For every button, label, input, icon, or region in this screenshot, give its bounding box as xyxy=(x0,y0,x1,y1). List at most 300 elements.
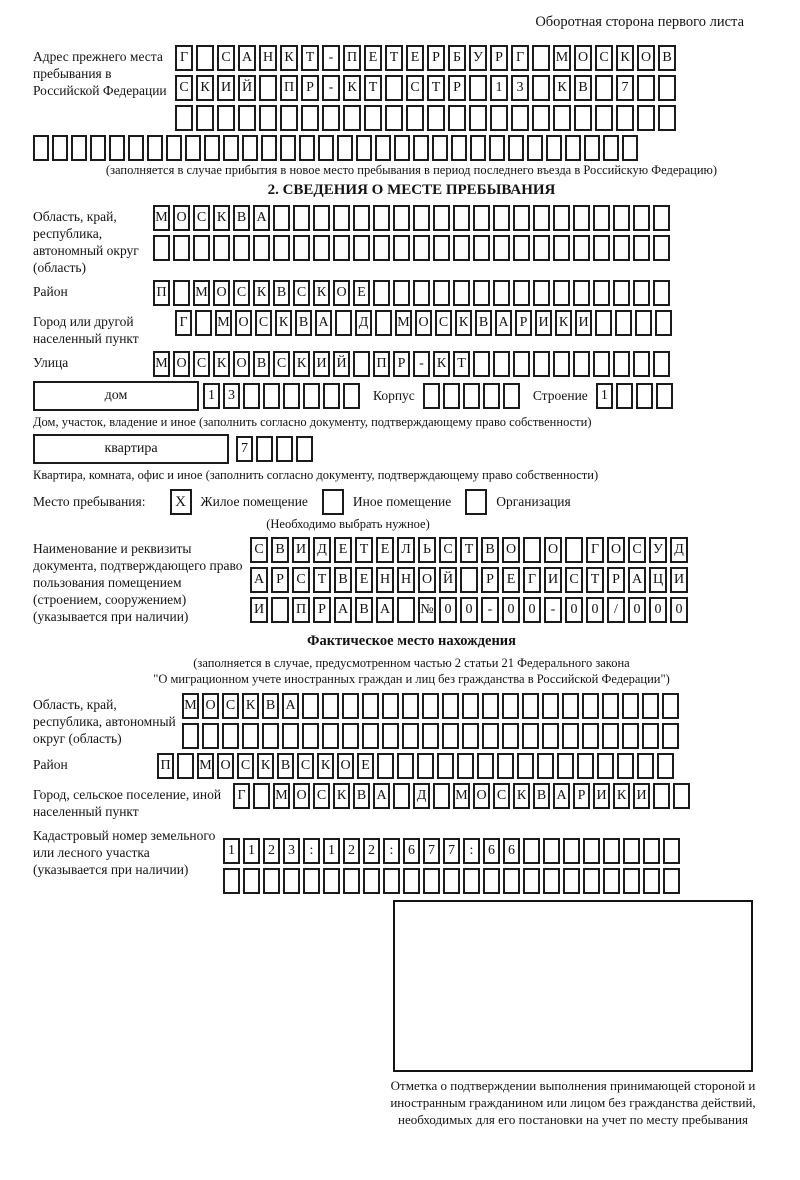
char-cell[interactable] xyxy=(513,351,530,377)
char-cell[interactable]: М xyxy=(273,783,290,809)
char-cell[interactable]: Е xyxy=(406,45,424,71)
char-cell[interactable]: И xyxy=(217,75,235,101)
char-cell[interactable]: К xyxy=(343,75,361,101)
char-cell[interactable] xyxy=(342,693,359,719)
char-cell[interactable]: Й xyxy=(439,567,457,593)
char-cell[interactable]: П xyxy=(153,280,170,306)
char-cell[interactable]: К xyxy=(333,783,350,809)
char-cell[interactable] xyxy=(523,868,540,894)
char-cell[interactable] xyxy=(353,205,370,231)
char-cell[interactable] xyxy=(473,351,490,377)
char-cell[interactable]: В xyxy=(475,310,492,336)
char-cell[interactable] xyxy=(71,135,87,161)
checkbox-zhiloe[interactable]: X xyxy=(170,489,192,515)
char-cell[interactable] xyxy=(511,105,529,131)
char-cell[interactable]: К xyxy=(553,75,571,101)
char-cell[interactable]: С xyxy=(250,537,268,563)
char-cell[interactable] xyxy=(623,838,640,864)
char-cell[interactable]: А xyxy=(250,567,268,593)
char-cell[interactable] xyxy=(469,75,487,101)
char-cell[interactable] xyxy=(437,753,454,779)
char-cell[interactable] xyxy=(522,723,539,749)
char-cell[interactable]: И xyxy=(250,597,268,623)
char-cell[interactable]: У xyxy=(469,45,487,71)
char-cell[interactable] xyxy=(253,783,270,809)
char-cell[interactable] xyxy=(233,235,250,261)
char-cell[interactable] xyxy=(573,205,590,231)
char-cell[interactable]: 1 xyxy=(223,838,240,864)
char-cell[interactable] xyxy=(493,351,510,377)
char-cell[interactable]: И xyxy=(575,310,592,336)
char-cell[interactable]: : xyxy=(303,838,320,864)
char-cell[interactable]: Е xyxy=(502,567,520,593)
char-cell[interactable]: К xyxy=(613,783,630,809)
char-cell[interactable] xyxy=(533,205,550,231)
char-cell[interactable] xyxy=(643,838,660,864)
char-cell[interactable] xyxy=(593,351,610,377)
char-cell[interactable]: 0 xyxy=(565,597,583,623)
char-cell[interactable] xyxy=(532,105,550,131)
char-cell[interactable] xyxy=(663,868,680,894)
char-cell[interactable] xyxy=(343,868,360,894)
char-cell[interactable]: О xyxy=(473,783,490,809)
char-cell[interactable] xyxy=(562,693,579,719)
char-cell[interactable] xyxy=(523,537,541,563)
char-cell[interactable]: Д xyxy=(355,310,372,336)
char-cell[interactable] xyxy=(658,75,676,101)
char-cell[interactable] xyxy=(433,205,450,231)
char-cell[interactable]: С xyxy=(297,753,314,779)
char-cell[interactable] xyxy=(657,753,674,779)
char-cell[interactable] xyxy=(613,351,630,377)
char-cell[interactable] xyxy=(573,235,590,261)
char-cell[interactable]: С xyxy=(565,567,583,593)
char-cell[interactable] xyxy=(616,105,634,131)
char-cell[interactable]: В xyxy=(273,280,290,306)
char-cell[interactable]: 2 xyxy=(343,838,360,864)
char-cell[interactable] xyxy=(427,105,445,131)
char-cell[interactable]: К xyxy=(213,351,230,377)
char-cell[interactable]: О xyxy=(202,693,219,719)
char-cell[interactable] xyxy=(462,693,479,719)
char-cell[interactable] xyxy=(362,723,379,749)
char-cell[interactable] xyxy=(175,105,193,131)
char-cell[interactable] xyxy=(394,135,410,161)
char-cell[interactable] xyxy=(470,135,486,161)
char-cell[interactable]: 6 xyxy=(483,838,500,864)
char-cell[interactable]: - xyxy=(544,597,562,623)
char-cell[interactable] xyxy=(532,45,550,71)
char-cell[interactable]: М xyxy=(153,205,170,231)
char-cell[interactable]: К xyxy=(513,783,530,809)
char-cell[interactable] xyxy=(323,868,340,894)
char-cell[interactable]: О xyxy=(235,310,252,336)
char-cell[interactable] xyxy=(196,105,214,131)
char-cell[interactable]: М xyxy=(193,280,210,306)
char-cell[interactable] xyxy=(147,135,163,161)
char-cell[interactable] xyxy=(293,205,310,231)
char-cell[interactable] xyxy=(373,235,390,261)
char-cell[interactable] xyxy=(522,693,539,719)
char-cell[interactable] xyxy=(322,693,339,719)
char-cell[interactable]: Р xyxy=(607,567,625,593)
char-cell[interactable] xyxy=(574,105,592,131)
char-cell[interactable] xyxy=(173,235,190,261)
char-cell[interactable] xyxy=(283,383,300,409)
char-cell[interactable] xyxy=(553,280,570,306)
char-cell[interactable]: Р xyxy=(427,45,445,71)
char-cell[interactable] xyxy=(343,105,361,131)
char-cell[interactable] xyxy=(542,723,559,749)
char-cell[interactable]: 7 xyxy=(616,75,634,101)
char-cell[interactable] xyxy=(222,723,239,749)
char-cell[interactable]: М xyxy=(197,753,214,779)
char-cell[interactable] xyxy=(582,723,599,749)
char-cell[interactable] xyxy=(602,693,619,719)
char-cell[interactable]: 1 xyxy=(596,383,613,409)
char-cell[interactable] xyxy=(423,383,440,409)
char-cell[interactable] xyxy=(546,135,562,161)
char-cell[interactable] xyxy=(322,105,340,131)
char-cell[interactable] xyxy=(362,693,379,719)
char-cell[interactable] xyxy=(473,205,490,231)
char-cell[interactable]: К xyxy=(196,75,214,101)
char-cell[interactable] xyxy=(375,310,392,336)
char-cell[interactable]: К xyxy=(253,280,270,306)
char-cell[interactable] xyxy=(259,105,277,131)
char-cell[interactable]: К xyxy=(280,45,298,71)
char-cell[interactable]: К xyxy=(293,351,310,377)
char-cell[interactable]: С xyxy=(292,567,310,593)
char-cell[interactable] xyxy=(422,723,439,749)
char-cell[interactable] xyxy=(633,280,650,306)
char-cell[interactable] xyxy=(633,205,650,231)
char-cell[interactable] xyxy=(557,753,574,779)
char-cell[interactable]: 0 xyxy=(439,597,457,623)
char-cell[interactable] xyxy=(177,753,194,779)
char-cell[interactable] xyxy=(493,235,510,261)
char-cell[interactable] xyxy=(335,310,352,336)
char-cell[interactable] xyxy=(523,838,540,864)
char-cell[interactable]: А xyxy=(373,783,390,809)
char-cell[interactable]: 6 xyxy=(403,838,420,864)
char-cell[interactable] xyxy=(513,205,530,231)
char-cell[interactable]: К xyxy=(616,45,634,71)
char-cell[interactable]: 2 xyxy=(263,838,280,864)
char-cell[interactable] xyxy=(261,135,277,161)
char-cell[interactable] xyxy=(593,235,610,261)
char-cell[interactable] xyxy=(403,868,420,894)
char-cell[interactable] xyxy=(343,383,360,409)
char-cell[interactable]: О xyxy=(502,537,520,563)
char-cell[interactable] xyxy=(622,693,639,719)
char-cell[interactable] xyxy=(109,135,125,161)
char-cell[interactable] xyxy=(537,753,554,779)
char-cell[interactable] xyxy=(382,723,399,749)
char-cell[interactable] xyxy=(243,868,260,894)
char-cell[interactable] xyxy=(532,75,550,101)
char-cell[interactable] xyxy=(303,383,320,409)
checkbox-inoe[interactable] xyxy=(322,489,344,515)
char-cell[interactable]: 1 xyxy=(203,383,220,409)
char-cell[interactable] xyxy=(636,383,653,409)
char-cell[interactable]: О xyxy=(607,537,625,563)
char-cell[interactable] xyxy=(333,205,350,231)
char-cell[interactable] xyxy=(460,567,478,593)
char-cell[interactable] xyxy=(503,383,520,409)
char-cell[interactable] xyxy=(658,105,676,131)
char-cell[interactable] xyxy=(553,351,570,377)
char-cell[interactable]: 3 xyxy=(223,383,240,409)
char-cell[interactable] xyxy=(462,723,479,749)
char-cell[interactable]: С xyxy=(175,75,193,101)
char-cell[interactable]: 3 xyxy=(283,838,300,864)
char-cell[interactable]: Е xyxy=(376,537,394,563)
char-cell[interactable]: О xyxy=(217,753,234,779)
char-cell[interactable] xyxy=(563,868,580,894)
char-cell[interactable]: Г xyxy=(586,537,604,563)
char-cell[interactable]: Ц xyxy=(649,567,667,593)
char-cell[interactable] xyxy=(463,383,480,409)
char-cell[interactable]: С xyxy=(217,45,235,71)
char-cell[interactable]: О xyxy=(213,280,230,306)
char-cell[interactable] xyxy=(583,868,600,894)
char-cell[interactable] xyxy=(173,280,190,306)
char-cell[interactable] xyxy=(603,838,620,864)
char-cell[interactable] xyxy=(483,868,500,894)
char-cell[interactable] xyxy=(565,537,583,563)
char-cell[interactable] xyxy=(443,868,460,894)
char-cell[interactable] xyxy=(613,235,630,261)
char-cell[interactable]: А xyxy=(282,693,299,719)
char-cell[interactable] xyxy=(653,205,670,231)
char-cell[interactable]: - xyxy=(322,75,340,101)
char-cell[interactable] xyxy=(453,280,470,306)
char-cell[interactable] xyxy=(313,235,330,261)
char-cell[interactable] xyxy=(593,280,610,306)
char-cell[interactable]: К xyxy=(455,310,472,336)
char-cell[interactable] xyxy=(633,351,650,377)
char-cell[interactable] xyxy=(433,783,450,809)
char-cell[interactable] xyxy=(553,235,570,261)
char-cell[interactable]: К xyxy=(275,310,292,336)
char-cell[interactable] xyxy=(573,280,590,306)
char-cell[interactable] xyxy=(196,45,214,71)
char-cell[interactable]: А xyxy=(238,45,256,71)
char-cell[interactable]: С xyxy=(435,310,452,336)
char-cell[interactable] xyxy=(397,753,414,779)
char-cell[interactable] xyxy=(642,693,659,719)
char-cell[interactable]: И xyxy=(593,783,610,809)
char-cell[interactable]: - xyxy=(413,351,430,377)
char-cell[interactable] xyxy=(128,135,144,161)
char-cell[interactable]: С xyxy=(439,537,457,563)
char-cell[interactable] xyxy=(393,205,410,231)
char-cell[interactable]: М xyxy=(215,310,232,336)
char-cell[interactable]: Г xyxy=(175,45,193,71)
char-cell[interactable]: В xyxy=(334,567,352,593)
char-cell[interactable] xyxy=(303,868,320,894)
char-cell[interactable]: О xyxy=(233,351,250,377)
char-cell[interactable]: С xyxy=(222,693,239,719)
char-cell[interactable] xyxy=(617,753,634,779)
char-cell[interactable] xyxy=(323,383,340,409)
char-cell[interactable]: К xyxy=(433,351,450,377)
char-cell[interactable] xyxy=(453,205,470,231)
char-cell[interactable]: В xyxy=(481,537,499,563)
char-cell[interactable]: Т xyxy=(427,75,445,101)
char-cell[interactable]: А xyxy=(628,567,646,593)
char-cell[interactable]: Е xyxy=(353,280,370,306)
char-cell[interactable] xyxy=(582,693,599,719)
char-cell[interactable] xyxy=(385,75,403,101)
char-cell[interactable] xyxy=(473,235,490,261)
char-cell[interactable]: П xyxy=(343,45,361,71)
char-cell[interactable]: В xyxy=(271,537,289,563)
char-cell[interactable] xyxy=(166,135,182,161)
char-cell[interactable] xyxy=(253,235,270,261)
char-cell[interactable] xyxy=(577,753,594,779)
char-cell[interactable] xyxy=(280,135,296,161)
char-cell[interactable]: С xyxy=(255,310,272,336)
char-cell[interactable]: А xyxy=(553,783,570,809)
char-cell[interactable]: / xyxy=(607,597,625,623)
char-cell[interactable]: Е xyxy=(357,753,374,779)
char-cell[interactable] xyxy=(442,723,459,749)
char-cell[interactable]: С xyxy=(273,351,290,377)
char-cell[interactable] xyxy=(463,868,480,894)
char-cell[interactable] xyxy=(482,723,499,749)
char-cell[interactable] xyxy=(356,135,372,161)
char-cell[interactable]: И xyxy=(633,783,650,809)
char-cell[interactable] xyxy=(301,105,319,131)
char-cell[interactable] xyxy=(642,723,659,749)
char-cell[interactable] xyxy=(276,436,293,462)
char-cell[interactable]: М xyxy=(153,351,170,377)
char-cell[interactable] xyxy=(242,135,258,161)
char-cell[interactable]: И xyxy=(544,567,562,593)
char-cell[interactable] xyxy=(52,135,68,161)
char-cell[interactable] xyxy=(217,105,235,131)
char-cell[interactable] xyxy=(543,838,560,864)
char-cell[interactable] xyxy=(193,235,210,261)
char-cell[interactable] xyxy=(422,693,439,719)
char-cell[interactable] xyxy=(223,868,240,894)
char-cell[interactable] xyxy=(655,310,672,336)
char-cell[interactable] xyxy=(497,753,514,779)
char-cell[interactable] xyxy=(353,235,370,261)
char-cell[interactable]: Е xyxy=(355,567,373,593)
char-cell[interactable] xyxy=(469,105,487,131)
char-cell[interactable] xyxy=(562,723,579,749)
char-cell[interactable] xyxy=(595,75,613,101)
char-cell[interactable] xyxy=(653,280,670,306)
char-cell[interactable]: Ь xyxy=(418,537,436,563)
char-cell[interactable] xyxy=(493,280,510,306)
char-cell[interactable]: И xyxy=(670,567,688,593)
char-cell[interactable] xyxy=(242,723,259,749)
char-cell[interactable] xyxy=(433,235,450,261)
char-cell[interactable] xyxy=(622,723,639,749)
char-cell[interactable]: С xyxy=(193,351,210,377)
char-cell[interactable]: М xyxy=(395,310,412,336)
char-cell[interactable] xyxy=(402,693,419,719)
char-cell[interactable] xyxy=(271,597,289,623)
char-cell[interactable]: И xyxy=(535,310,552,336)
char-cell[interactable] xyxy=(653,783,670,809)
char-cell[interactable]: П xyxy=(292,597,310,623)
char-cell[interactable] xyxy=(238,105,256,131)
char-cell[interactable] xyxy=(195,310,212,336)
char-cell[interactable]: С xyxy=(406,75,424,101)
char-cell[interactable] xyxy=(385,105,403,131)
char-cell[interactable] xyxy=(602,723,619,749)
char-cell[interactable] xyxy=(393,280,410,306)
char-cell[interactable]: М xyxy=(553,45,571,71)
char-cell[interactable]: Р xyxy=(490,45,508,71)
char-cell[interactable] xyxy=(373,280,390,306)
char-cell[interactable]: Л xyxy=(397,537,415,563)
char-cell[interactable]: У xyxy=(649,537,667,563)
char-cell[interactable] xyxy=(273,235,290,261)
char-cell[interactable] xyxy=(322,723,339,749)
char-cell[interactable]: 1 xyxy=(490,75,508,101)
char-cell[interactable] xyxy=(643,868,660,894)
char-cell[interactable]: 1 xyxy=(323,838,340,864)
char-cell[interactable]: Р xyxy=(313,597,331,623)
char-cell[interactable] xyxy=(451,135,467,161)
char-cell[interactable] xyxy=(353,351,370,377)
char-cell[interactable]: 7 xyxy=(423,838,440,864)
char-cell[interactable] xyxy=(262,723,279,749)
char-cell[interactable]: К xyxy=(213,205,230,231)
char-cell[interactable] xyxy=(223,135,239,161)
char-cell[interactable] xyxy=(603,135,619,161)
kvartira-field-box[interactable]: квартира xyxy=(33,434,229,464)
char-cell[interactable]: Р xyxy=(448,75,466,101)
char-cell[interactable] xyxy=(483,383,500,409)
char-cell[interactable]: Й xyxy=(333,351,350,377)
char-cell[interactable] xyxy=(663,838,680,864)
char-cell[interactable] xyxy=(413,135,429,161)
char-cell[interactable] xyxy=(263,868,280,894)
char-cell[interactable] xyxy=(613,280,630,306)
char-cell[interactable] xyxy=(296,436,313,462)
char-cell[interactable] xyxy=(653,235,670,261)
char-cell[interactable] xyxy=(443,383,460,409)
char-cell[interactable]: Д xyxy=(313,537,331,563)
char-cell[interactable] xyxy=(333,235,350,261)
char-cell[interactable] xyxy=(383,868,400,894)
char-cell[interactable] xyxy=(482,693,499,719)
char-cell[interactable]: 0 xyxy=(502,597,520,623)
char-cell[interactable]: Р xyxy=(573,783,590,809)
char-cell[interactable]: Н xyxy=(397,567,415,593)
char-cell[interactable] xyxy=(442,693,459,719)
char-cell[interactable]: Т xyxy=(460,537,478,563)
char-cell[interactable]: К xyxy=(317,753,334,779)
char-cell[interactable] xyxy=(533,351,550,377)
char-cell[interactable] xyxy=(637,75,655,101)
char-cell[interactable]: : xyxy=(383,838,400,864)
char-cell[interactable] xyxy=(595,105,613,131)
char-cell[interactable]: О xyxy=(293,783,310,809)
char-cell[interactable]: И xyxy=(292,537,310,563)
char-cell[interactable]: 2 xyxy=(363,838,380,864)
char-cell[interactable] xyxy=(542,693,559,719)
char-cell[interactable] xyxy=(393,783,410,809)
char-cell[interactable] xyxy=(637,105,655,131)
